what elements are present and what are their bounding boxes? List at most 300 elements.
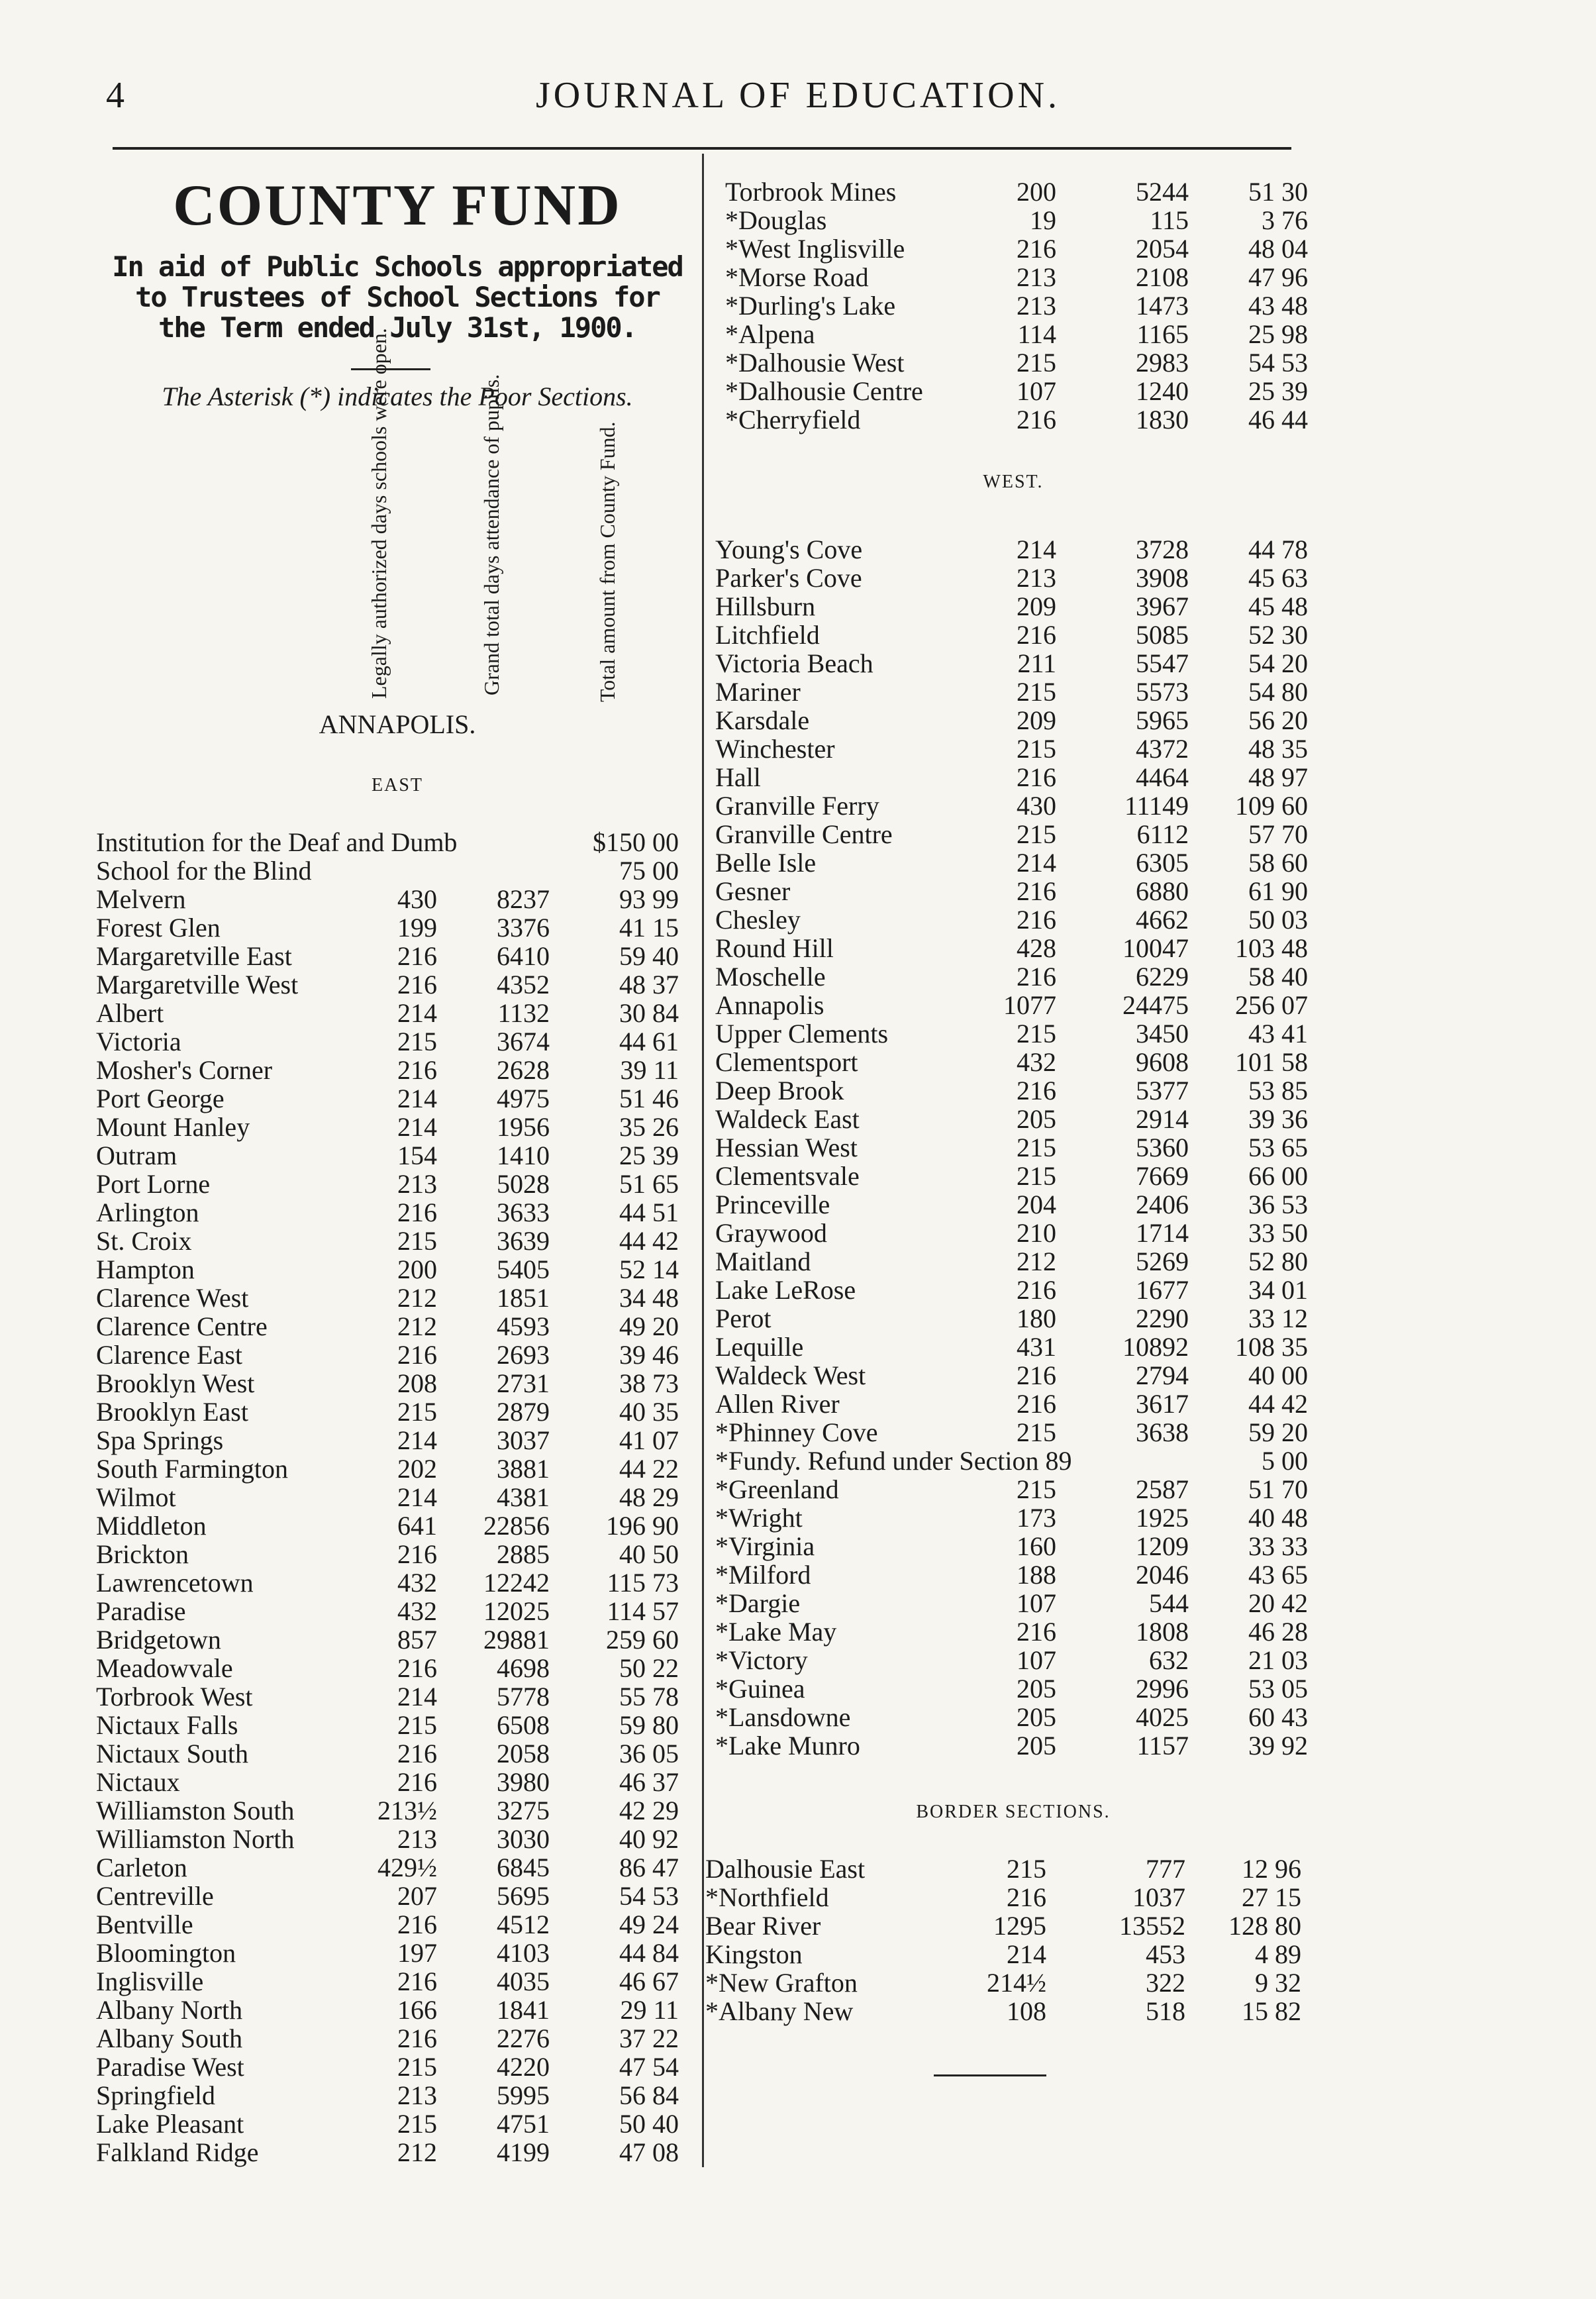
attendance-cell: 3674	[497, 1027, 550, 1056]
amount-cell: 43 41	[1248, 1019, 1308, 1048]
days-open-cell: 214	[397, 1482, 437, 1512]
school-section-name: Inglisville	[96, 1967, 204, 1996]
days-open-cell: 857	[397, 1625, 437, 1655]
amount-cell: 54 53	[619, 1881, 679, 1911]
days-open-cell: 108	[1007, 1996, 1046, 2026]
days-open-cell: 114	[1017, 319, 1056, 349]
table-row	[0, 1532, 1596, 1560]
amount-cell: 20 42	[1248, 1588, 1308, 1618]
table-row	[0, 1361, 1596, 1390]
days-open-cell: 214½	[987, 1968, 1046, 1998]
amount-cell: 45 63	[1248, 563, 1308, 593]
school-section-name: Albert	[96, 998, 164, 1028]
attendance-cell: 4220	[497, 2052, 550, 2082]
table-row	[0, 1333, 1596, 1361]
table-row	[0, 1731, 1596, 1760]
attendance-cell: 4103	[497, 1938, 550, 1968]
amount-cell: 48 04	[1248, 234, 1308, 264]
school-section-name: Arlington	[96, 1198, 199, 1227]
attendance-cell: 5360	[1136, 1133, 1189, 1162]
days-open-cell: 216	[1017, 1617, 1056, 1647]
school-section-name: *Northfield	[705, 1882, 829, 1912]
attendance-cell: 5573	[1136, 677, 1189, 707]
school-section-name: Brooklyn West	[96, 1368, 255, 1398]
attendance-cell: 5405	[497, 1254, 550, 1284]
attendance-cell: 2879	[497, 1397, 550, 1427]
amount-cell: 47 54	[619, 2052, 679, 2082]
amount-cell: 56 20	[1248, 705, 1308, 735]
days-open-cell: 213	[397, 2080, 437, 2110]
table-row	[0, 320, 1596, 348]
amount-cell: 38 73	[619, 1368, 679, 1398]
school-section-name: Port George	[96, 1084, 224, 1113]
amount-cell: 41 07	[619, 1425, 679, 1455]
days-open-cell: 214	[397, 1682, 437, 1711]
attendance-cell: 632	[1149, 1645, 1189, 1675]
school-section-name: *Wright	[715, 1503, 803, 1533]
school-section-name: Falkland Ridge	[96, 2137, 259, 2167]
days-open-cell: 431	[1017, 1332, 1056, 1362]
days-open-cell: 214	[1017, 848, 1056, 878]
amount-cell: 40 48	[1248, 1503, 1308, 1533]
attendance-cell: 1132	[497, 998, 550, 1028]
school-section-name: Winchester	[715, 734, 835, 764]
attendance-cell: 2276	[497, 2023, 550, 2053]
days-open-cell: 215	[397, 2109, 437, 2139]
days-open-cell: 215	[397, 2052, 437, 2082]
table-row	[0, 1796, 1596, 1825]
table-row	[0, 735, 1596, 763]
table-row	[0, 820, 1596, 848]
attendance-cell: 115	[1150, 205, 1189, 235]
school-section-name: *New Grafton	[705, 1968, 858, 1998]
amount-cell: 37 22	[619, 2023, 679, 2053]
school-section-name: Spa Springs	[96, 1425, 224, 1455]
days-open-cell: 215	[397, 1027, 437, 1056]
table-row	[0, 1048, 1596, 1076]
school-section-name: *Virginia	[715, 1531, 815, 1561]
amount-cell: 48 35	[1248, 734, 1308, 764]
days-open-cell: 214	[1007, 1939, 1046, 1969]
days-open-cell: 216	[397, 1739, 437, 1768]
table-row	[0, 1390, 1596, 1418]
attendance-cell: 2885	[497, 1539, 550, 1569]
amount-cell: 66 00	[1248, 1161, 1308, 1191]
page-number: 4	[106, 75, 125, 116]
table-row	[0, 1076, 1596, 1105]
days-open-cell: 213	[1017, 291, 1056, 321]
school-section-name: Mount Hanley	[96, 1112, 250, 1142]
days-open-cell: 212	[397, 2137, 437, 2167]
attendance-cell: 4593	[497, 1311, 550, 1341]
attendance-cell: 11149	[1124, 791, 1189, 821]
school-section-name: Bridgetown	[96, 1625, 221, 1655]
school-section-name: Hall	[715, 762, 761, 792]
attendance-cell: 5995	[497, 2080, 550, 2110]
table-row	[0, 934, 1596, 962]
school-section-name: Bear River	[705, 1911, 821, 1941]
days-open-cell: 215	[397, 1226, 437, 1256]
days-open-cell: 216	[397, 1198, 437, 1227]
table-row	[0, 1447, 1596, 1475]
days-open-cell: 188	[1017, 1560, 1056, 1590]
days-open-cell: 212	[1017, 1247, 1056, 1276]
amount-cell: 196 90	[606, 1511, 679, 1541]
amount-cell: 53 65	[1248, 1133, 1308, 1162]
attendance-cell: 3967	[1136, 591, 1189, 621]
attendance-cell: 2587	[1136, 1474, 1189, 1504]
attendance-cell: 3633	[497, 1198, 550, 1227]
days-open-cell: 216	[1017, 620, 1056, 650]
amount-cell: 43 65	[1248, 1560, 1308, 1590]
amount-cell: 46 28	[1248, 1617, 1308, 1647]
days-open-cell: 216	[1007, 1882, 1046, 1912]
days-open-cell: 216	[397, 1539, 437, 1569]
days-open-cell: 107	[1017, 1645, 1056, 1675]
amount-cell: 108 35	[1235, 1332, 1308, 1362]
table-row	[0, 1019, 1596, 1048]
attendance-cell: 3030	[497, 1824, 550, 1854]
amount-cell: 54 80	[1248, 677, 1308, 707]
amount-cell: 25 98	[1248, 319, 1308, 349]
attendance-cell: 2046	[1136, 1560, 1189, 1590]
days-open-cell: 432	[1017, 1047, 1056, 1077]
amount-cell: 27 15	[1242, 1882, 1301, 1912]
school-section-name: Litchfield	[715, 620, 820, 650]
days-open-cell: 209	[1017, 591, 1056, 621]
amount-cell: 25 39	[1248, 376, 1308, 406]
school-section-name: Victoria Beach	[715, 648, 873, 678]
school-section-name: Allen River	[715, 1389, 840, 1419]
days-open-cell: 215	[1017, 1019, 1056, 1048]
table-row	[0, 706, 1596, 735]
school-section-name: Port Lorne	[96, 1169, 211, 1199]
amount-cell: 39 36	[1248, 1104, 1308, 1134]
attendance-cell: 4381	[497, 1482, 550, 1512]
days-open-cell: 209	[1017, 705, 1056, 735]
amount-cell: 33 33	[1248, 1531, 1308, 1561]
amount-cell: 34 48	[619, 1283, 679, 1313]
days-open-cell: 428	[1017, 933, 1056, 963]
days-open-cell: 216	[397, 1340, 437, 1370]
school-section-name: Victoria	[96, 1027, 181, 1056]
school-section-name: Clarence East	[96, 1340, 242, 1370]
school-section-name: Young's Cove	[715, 535, 863, 564]
table-row	[0, 877, 1596, 905]
school-section-name: *Victory	[715, 1645, 808, 1675]
section-heading-border: BORDER SECTIONS.	[916, 1802, 1111, 1822]
amount-cell: 40 50	[619, 1539, 679, 1569]
fund-title: COUNTY FUND	[173, 174, 622, 238]
table-row	[0, 1475, 1596, 1504]
amount-cell: 52 80	[1248, 1247, 1308, 1276]
days-open-cell: 214	[1017, 535, 1056, 564]
attendance-cell: 2731	[497, 1368, 550, 1398]
school-section-name: *Lake May	[715, 1617, 837, 1647]
table-row	[0, 1674, 1596, 1703]
amount-cell: 49 24	[619, 1910, 679, 1939]
table-row	[0, 2053, 1596, 2081]
school-section-name: Clarence Centre	[96, 1311, 268, 1341]
school-section-name: Princeville	[715, 1190, 830, 1219]
school-section-name: Mosher's Corner	[96, 1055, 273, 1085]
table-row	[0, 649, 1596, 678]
days-open-cell: 213½	[377, 1796, 437, 1825]
days-open-cell: 211	[1017, 648, 1056, 678]
school-section-name: Nictaux	[96, 1767, 180, 1797]
school-section-name: Torbrook Mines	[725, 177, 897, 207]
attendance-cell: 3275	[497, 1796, 550, 1825]
amount-cell: 50 03	[1248, 905, 1308, 935]
table-row	[0, 377, 1596, 405]
attendance-cell: 4372	[1136, 734, 1189, 764]
table-row	[0, 1617, 1596, 1646]
attendance-cell: 1037	[1132, 1882, 1185, 1912]
school-section-name: Belle Isle	[715, 848, 817, 878]
school-section-name: Lake Pleasant	[96, 2109, 244, 2139]
school-section-name: Albany North	[96, 1995, 243, 2025]
table-row	[0, 206, 1596, 234]
days-open-cell: 216	[1017, 876, 1056, 906]
attendance-cell: 453	[1146, 1939, 1185, 1969]
attendance-cell: 3638	[1136, 1417, 1189, 1447]
amount-cell: 41 15	[619, 913, 679, 943]
attendance-cell: 5965	[1136, 705, 1189, 735]
school-section-name: Torbrook West	[96, 1682, 253, 1711]
amount-cell: 36 53	[1248, 1190, 1308, 1219]
school-section-name: *Douglas	[725, 205, 827, 235]
table-row	[0, 1133, 1596, 1162]
attendance-cell: 3728	[1136, 535, 1189, 564]
school-section-name: Middleton	[96, 1511, 207, 1541]
table-row	[0, 1825, 1596, 1853]
amount-cell: 15 82	[1242, 1996, 1301, 2026]
table-row	[0, 234, 1596, 263]
school-section-name: Bentville	[96, 1910, 193, 1939]
school-section-name: Centreville	[96, 1881, 214, 1911]
table-row	[0, 564, 1596, 592]
amount-cell: 59 20	[1248, 1417, 1308, 1447]
attendance-cell: 2058	[497, 1739, 550, 1768]
amount-cell: 101 58	[1235, 1047, 1308, 1077]
column-header-amount: Total amount from County Fund.	[595, 421, 619, 702]
attendance-cell: 322	[1146, 1968, 1185, 1998]
days-open-cell: 197	[397, 1938, 437, 1968]
attendance-cell: 5028	[497, 1169, 550, 1199]
school-section-name: Williamston South	[96, 1796, 295, 1825]
days-open-cell: 204	[1017, 1190, 1056, 1219]
attendance-cell: 29881	[483, 1625, 550, 1655]
table-row	[0, 1304, 1596, 1333]
amount-cell: 44 42	[1248, 1389, 1308, 1419]
school-section-name: Brickton	[96, 1539, 189, 1569]
days-open-cell: 216	[397, 1967, 437, 1996]
section-heading-west: WEST.	[983, 472, 1044, 492]
amount-cell: 60 43	[1248, 1702, 1308, 1732]
attendance-cell: 6229	[1136, 962, 1189, 992]
amount-cell: 44 51	[619, 1198, 679, 1227]
school-section-name: Gesner	[715, 876, 791, 906]
end-rule	[934, 2074, 1046, 2076]
days-open-cell: 216	[1017, 1275, 1056, 1305]
days-open-cell: 166	[397, 1995, 437, 2025]
attendance-cell: 2996	[1136, 1674, 1189, 1704]
days-open-cell: 215	[1017, 734, 1056, 764]
section-heading-east: EAST	[372, 775, 423, 795]
attendance-cell: 5244	[1136, 177, 1189, 207]
amount-cell: 47 96	[1248, 262, 1308, 292]
days-open-cell: 208	[397, 1368, 437, 1398]
school-section-name: Albany South	[96, 2023, 243, 2053]
attendance-cell: 2628	[497, 1055, 550, 1085]
table-row	[0, 1855, 1596, 1883]
table-row	[0, 1219, 1596, 1247]
attendance-cell: 4025	[1136, 1702, 1189, 1732]
days-open-cell: 212	[397, 1283, 437, 1313]
amount-cell: 86 47	[619, 1853, 679, 1882]
days-open-cell: 215	[1017, 1417, 1056, 1447]
days-open-cell: 107	[1017, 376, 1056, 406]
school-section-name: Chesley	[715, 905, 801, 935]
school-section-name: Lequille	[715, 1332, 804, 1362]
amount-cell: $150 00	[593, 827, 679, 857]
amount-cell: 39 11	[620, 1055, 679, 1085]
days-open-cell: 210	[1017, 1218, 1056, 1248]
school-section-name: Waldeck West	[715, 1360, 866, 1390]
attendance-cell: 4035	[497, 1967, 550, 1996]
attendance-cell: 544	[1149, 1588, 1189, 1618]
days-open-cell: 216	[397, 1055, 437, 1085]
days-open-cell: 205	[1017, 1104, 1056, 1134]
table-row	[0, 2138, 1596, 2167]
attendance-cell: 1808	[1136, 1617, 1189, 1647]
days-open-cell: 213	[1017, 262, 1056, 292]
table-row	[0, 592, 1596, 621]
amount-cell: 109 60	[1235, 791, 1308, 821]
days-open-cell: 215	[1017, 1474, 1056, 1504]
amount-cell: 12 96	[1242, 1854, 1301, 1884]
table-row	[0, 2110, 1596, 2138]
school-section-name: Brooklyn East	[96, 1397, 248, 1427]
table-row	[0, 1589, 1596, 1617]
school-section-name: Paradise West	[96, 2052, 244, 2082]
amount-cell: 4 89	[1255, 1939, 1301, 1969]
table-row	[0, 905, 1596, 934]
amount-cell: 25 39	[619, 1141, 679, 1170]
school-section-name: Melvern	[96, 884, 186, 914]
days-open-cell: 213	[397, 1824, 437, 1854]
amount-cell: 42 29	[619, 1796, 679, 1825]
attendance-cell: 5547	[1136, 648, 1189, 678]
attendance-cell: 4352	[497, 970, 550, 999]
school-section-name: *Lake Munro	[715, 1731, 860, 1761]
amount-cell: 48 29	[619, 1482, 679, 1512]
days-open-cell: 215	[1017, 677, 1056, 707]
school-section-name: Margaretville West	[96, 970, 299, 999]
amount-cell: 44 42	[619, 1226, 679, 1256]
table-row	[0, 2024, 1596, 2053]
school-section-name: Bloomington	[96, 1938, 236, 1968]
days-open-cell: 216	[397, 1910, 437, 1939]
school-section-name: *Durling's Lake	[725, 291, 896, 321]
amount-cell: 58 40	[1248, 962, 1308, 992]
days-open-cell: 216	[397, 941, 437, 971]
days-open-cell: 200	[397, 1254, 437, 1284]
days-open-cell: 216	[1017, 234, 1056, 264]
amount-cell: 45 48	[1248, 591, 1308, 621]
school-section-name: Perot	[715, 1303, 772, 1333]
amount-cell: 3 76	[1262, 205, 1308, 235]
table-row	[0, 1418, 1596, 1447]
school-section-name: *Albany New	[705, 1996, 854, 2026]
amount-cell: 115 73	[607, 1568, 679, 1598]
table-row	[0, 1190, 1596, 1219]
attendance-cell: 3908	[1136, 563, 1189, 593]
school-section-name: Springfield	[96, 2080, 215, 2110]
attendance-cell: 1677	[1136, 1275, 1189, 1305]
attendance-cell: 2054	[1136, 234, 1189, 264]
attendance-cell: 5269	[1136, 1247, 1189, 1276]
days-open-cell: 430	[397, 884, 437, 914]
amount-cell: 48 97	[1248, 762, 1308, 792]
days-open-cell: 216	[1017, 905, 1056, 935]
days-open-cell: 432	[397, 1596, 437, 1626]
school-section-name: *Cherryfield	[725, 405, 861, 434]
attendance-cell: 2794	[1136, 1360, 1189, 1390]
table-row	[0, 678, 1596, 706]
attendance-cell: 5695	[497, 1881, 550, 1911]
amount-cell: 21 03	[1248, 1645, 1308, 1675]
school-section-name: Graywood	[715, 1218, 827, 1248]
school-section-name: *Alpena	[725, 319, 815, 349]
amount-cell: 55 78	[619, 1682, 679, 1711]
amount-cell: 48 37	[619, 970, 679, 999]
amount-cell: 51 30	[1248, 177, 1308, 207]
amount-cell: 33 50	[1248, 1218, 1308, 1248]
attendance-cell: 6112	[1136, 819, 1189, 849]
attendance-cell: 4512	[497, 1910, 550, 1939]
attendance-cell: 4464	[1136, 762, 1189, 792]
days-open-cell: 205	[1017, 1731, 1056, 1761]
school-section-name: *Phinney Cove	[715, 1417, 878, 1447]
table-row	[0, 1997, 1596, 2025]
attendance-cell: 3450	[1136, 1019, 1189, 1048]
table-row	[0, 621, 1596, 649]
amount-cell: 40 92	[619, 1824, 679, 1854]
days-open-cell: 213	[1017, 563, 1056, 593]
attendance-cell: 13552	[1119, 1911, 1185, 1941]
table-row	[0, 1883, 1596, 1912]
days-open-cell: 160	[1017, 1531, 1056, 1561]
amount-cell: 30 84	[619, 998, 679, 1028]
amount-cell: 46 44	[1248, 405, 1308, 434]
amount-cell: 43 48	[1248, 291, 1308, 321]
header-rule	[113, 147, 1291, 150]
school-section-name: Dalhousie East	[705, 1854, 866, 1884]
school-section-name: *Dalhousie Centre	[725, 376, 923, 406]
amount-cell: 56 84	[619, 2080, 679, 2110]
days-open-cell: 215	[397, 1710, 437, 1740]
amount-cell: 51 65	[619, 1169, 679, 1199]
attendance-cell: 2290	[1136, 1303, 1189, 1333]
amount-cell: 54 53	[1248, 348, 1308, 378]
amount-cell: 53 85	[1248, 1076, 1308, 1105]
attendance-cell: 6410	[497, 941, 550, 971]
school-section-name: Clementsvale	[715, 1161, 860, 1191]
school-section-name: *West Inglisville	[725, 234, 905, 264]
county-heading: ANNAPOLIS.	[319, 709, 476, 739]
attendance-cell: 518	[1146, 1996, 1185, 2026]
